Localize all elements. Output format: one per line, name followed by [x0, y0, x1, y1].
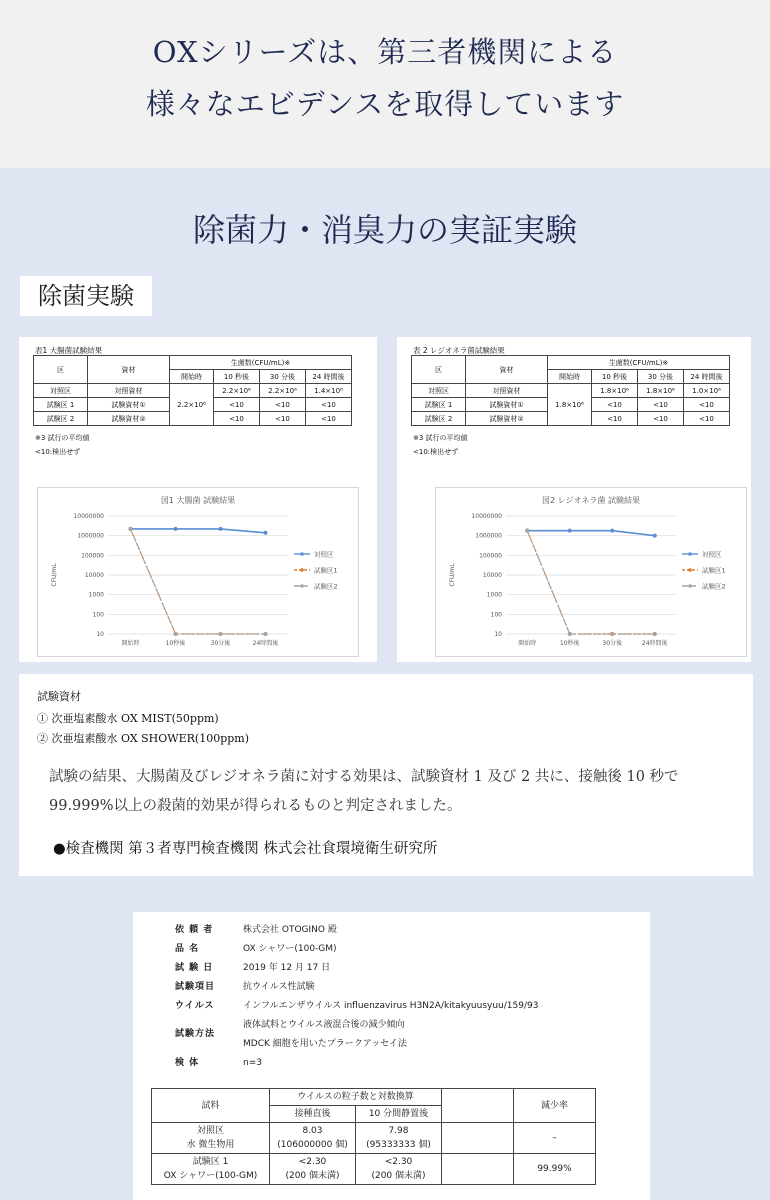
note-not-detected: <10:検出せず	[35, 448, 81, 456]
hero-title	[0, 0, 770, 130]
field-value: インフルエンザウイルス influenzavirus H3N2A/kitakyuusyuu/159/93	[243, 1001, 539, 1011]
cell-t30: 1.8×10⁶	[638, 384, 684, 398]
table-row	[34, 384, 352, 398]
legend-label: 試験区2	[702, 582, 726, 591]
y-tick-label: 100	[490, 611, 502, 619]
chart-1	[38, 488, 358, 656]
field-value: 株式会社 OTOGINO 殿	[243, 925, 337, 935]
legend-label: 試験区2	[314, 582, 338, 591]
cell-immediate	[270, 1154, 356, 1185]
cell-line: OX シャワー(100-GM)	[163, 1171, 258, 1181]
doc-field-method-key	[175, 1026, 243, 1039]
cell-sample	[152, 1123, 270, 1154]
table2	[411, 355, 730, 426]
chart-2	[436, 488, 746, 656]
cell-t24: <10	[306, 412, 352, 426]
cell-line: 水 微生物用	[186, 1140, 235, 1150]
th-count: 生菌数(CFU/mL)※	[170, 356, 352, 370]
cell-line: (106000000 個)	[277, 1140, 348, 1150]
cell-zone: 試験区 1	[412, 398, 466, 412]
table-row	[152, 1123, 596, 1154]
cell-empty	[442, 1154, 514, 1185]
hero-line-1: OXシリーズは、第三者機関による	[152, 35, 618, 69]
cell-t10: 2.2×10⁶	[214, 384, 260, 398]
cell-start: 1.8×10⁶	[548, 384, 592, 426]
cell-zone: 試験区 2	[412, 412, 466, 426]
series-line	[527, 531, 655, 536]
data-point	[264, 531, 268, 535]
y-tick-label: 10000000	[471, 513, 502, 520]
cell-t30: <10	[260, 412, 306, 426]
th-zone: 区	[412, 356, 466, 384]
data-point	[653, 534, 657, 538]
field-key: 依 頼 者	[175, 925, 214, 935]
chart-1-frame	[37, 487, 359, 657]
legend-marker	[300, 552, 304, 556]
cell-immediate	[270, 1123, 356, 1154]
th-t30: 30 分後	[638, 370, 684, 384]
doc-field-client	[175, 922, 337, 935]
x-tick-label: 24時間後	[641, 640, 668, 647]
table1	[33, 355, 352, 426]
th-immediate: 接種直後	[270, 1106, 356, 1123]
series-line	[527, 531, 655, 634]
data-point	[568, 632, 572, 636]
field-key: ウイルス	[175, 1001, 215, 1011]
series-line	[131, 529, 266, 533]
field-key: 検 体	[175, 1058, 200, 1068]
y-tick-label: 100000	[479, 552, 502, 560]
material-2: ② 次亜塩素酸水 OX SHOWER(100ppm)	[37, 732, 250, 745]
th-t30: 30 分後	[260, 370, 306, 384]
note-average: ※3 試行の平均値	[413, 434, 468, 442]
cell-empty	[442, 1123, 514, 1154]
material-1: ① 次亜塩素酸水 OX MIST(50ppm)	[37, 712, 219, 725]
series-line	[131, 529, 266, 634]
data-point	[129, 527, 133, 531]
cell-t24: 1.4×10⁶	[306, 384, 352, 398]
x-tick-label: 10秒後	[559, 640, 580, 647]
x-tick-label: 開始時	[518, 640, 537, 647]
y-tick-label: 1000	[486, 591, 502, 599]
cell-start: 2.2×10⁶	[170, 384, 214, 426]
data-point	[174, 632, 178, 636]
cell-line: <2.30	[384, 1157, 413, 1167]
th-material: 資材	[88, 356, 170, 384]
cell-t24: 1.0×10⁶	[684, 384, 730, 398]
virus-test-document	[133, 912, 650, 1200]
cell-t10: <10	[592, 398, 638, 412]
legend-marker	[300, 568, 304, 572]
th-t24: 24 時間後	[306, 370, 352, 384]
cell-line: (200 個未満)	[371, 1171, 426, 1181]
cell-zone: 試験区 1	[34, 398, 88, 412]
table-row	[152, 1154, 596, 1185]
field-value: 抗ウイルス性試験	[243, 982, 315, 992]
y-tick-label: 100	[92, 611, 104, 619]
cell-t30: 2.2×10⁶	[260, 384, 306, 398]
result-panel	[19, 674, 753, 876]
cell-reduction: –	[514, 1123, 596, 1154]
y-tick-label: 1000000	[77, 532, 104, 540]
y-axis-label: CFU/mL	[51, 563, 58, 587]
y-axis-label: CFU/mL	[449, 563, 456, 587]
doc-method-line-2: MDCK 細胞を用いたプラークアッセイ法	[243, 1039, 407, 1049]
doc-field-item	[175, 979, 314, 992]
y-tick-label: 10000	[482, 572, 502, 579]
cell-zone: 対照区	[34, 384, 88, 398]
y-tick-label: 1000000	[475, 532, 502, 540]
legend-marker	[688, 552, 692, 556]
field-key: 試 験 日	[175, 963, 214, 973]
y-tick-label: 10000000	[73, 513, 104, 520]
cell-line: 7.98	[388, 1126, 409, 1136]
data-point	[219, 632, 223, 636]
cell-material: 対照資材	[88, 384, 170, 398]
cell-line: 対照区	[196, 1126, 224, 1136]
series-line	[131, 529, 266, 634]
cell-t24: <10	[306, 398, 352, 412]
y-tick-label: 10000	[84, 572, 104, 579]
legionella-panel	[397, 337, 751, 662]
chart-2-frame	[435, 487, 747, 657]
doc-method-line-1: 液体試料とウイルス液混合後の減少傾向	[243, 1020, 405, 1030]
doc-field-virus	[175, 998, 538, 1011]
th-start: 開始時	[548, 370, 592, 384]
chart-title: 図2 レジオネラ菌 試験結果	[542, 496, 640, 505]
th-empty	[442, 1089, 514, 1123]
cell-line: 試験区 1	[192, 1157, 229, 1167]
note-average: ※3 試行の平均値	[35, 434, 90, 442]
cell-line: 8.03	[302, 1126, 323, 1136]
data-point	[610, 632, 614, 636]
th-t24: 24 時間後	[684, 370, 730, 384]
doc-field-specimen	[175, 1055, 262, 1068]
legend-marker	[688, 584, 692, 588]
doc-field-date	[175, 960, 330, 973]
cell-material: 試験資材①	[466, 398, 548, 412]
section-title: 除菌力・消臭力の実証実験	[192, 211, 577, 249]
legend-label: 試験区1	[314, 566, 338, 575]
doc-field-product	[175, 941, 337, 954]
x-tick-label: 10秒後	[165, 640, 186, 647]
cell-sample	[152, 1154, 270, 1185]
lab-text: ●検査機関 第３者専門検査機関 株式会社食環境衛生研究所	[53, 841, 438, 857]
cell-material: 試験資材②	[88, 412, 170, 426]
table-row	[412, 384, 730, 398]
cell-t30: <10	[638, 412, 684, 426]
cell-t24: <10	[684, 398, 730, 412]
field-key: 試験項目	[175, 982, 216, 992]
th-reduction: 減少率	[514, 1089, 596, 1123]
field-value: OX シャワー(100-GM)	[243, 944, 337, 954]
data-point	[264, 632, 268, 636]
cell-material: 試験資材①	[88, 398, 170, 412]
result-text: 試験の結果、大腸菌及びレジオネラ菌に対する効果は、試験資材 1 及び 2 共に、接触後 10 秒で 99.999%以上の殺菌的効果が得られるものと判定されました。	[49, 769, 679, 814]
cell-static	[356, 1154, 442, 1185]
subsection-tag: 除菌実験	[20, 276, 152, 316]
th-count: 生菌数(CFU/mL)※	[548, 356, 730, 370]
cell-t10: <10	[214, 398, 260, 412]
x-tick-label: 30分後	[210, 640, 231, 647]
cell-line: (200 個未満)	[285, 1171, 340, 1181]
cell-static	[356, 1123, 442, 1154]
th-static: 10 分間静置後	[356, 1106, 442, 1123]
legend-label: 試験区1	[702, 566, 726, 575]
th-t10: 10 秒後	[592, 370, 638, 384]
y-tick-label: 1000	[88, 591, 104, 599]
ecoli-panel	[19, 337, 377, 662]
th-material: 資材	[466, 356, 548, 384]
th-sample: 試料	[152, 1089, 270, 1123]
y-tick-label: 10	[494, 631, 502, 638]
cell-material: 対照資材	[466, 384, 548, 398]
legend-marker	[300, 584, 304, 588]
field-key: 品 名	[175, 944, 200, 954]
cell-t24: <10	[684, 412, 730, 426]
y-tick-label: 100000	[81, 552, 104, 560]
data-point	[610, 529, 614, 533]
cell-t30: <10	[638, 398, 684, 412]
data-point	[568, 529, 572, 533]
cell-line: (95333333 個)	[366, 1140, 431, 1150]
cell-material: 試験資材②	[466, 412, 548, 426]
x-tick-label: 30分後	[602, 640, 623, 647]
series-line	[527, 531, 655, 634]
cell-t10: <10	[214, 412, 260, 426]
materials-label: 試験資材	[37, 690, 81, 703]
legend-marker	[688, 568, 692, 572]
data-point	[174, 527, 178, 531]
th-start: 開始時	[170, 370, 214, 384]
y-tick-label: 10	[96, 631, 104, 638]
cell-zone: 試験区 2	[34, 412, 88, 426]
cell-line: <2.30	[298, 1157, 327, 1167]
cell-reduction: 99.99%	[514, 1154, 596, 1185]
data-point	[525, 529, 529, 533]
cell-t30: <10	[260, 398, 306, 412]
hero-line-2: 様々なエビデンスを取得しています	[145, 87, 625, 121]
note-not-detected: <10:検出せず	[413, 448, 459, 456]
x-tick-label: 開始時	[121, 640, 140, 647]
table1-title: 表1 大腸菌試験結果	[35, 346, 103, 355]
cell-zone: 対照区	[412, 384, 466, 398]
field-value: n=3	[243, 1058, 262, 1068]
chart-title: 図1 大腸菌 試験結果	[160, 496, 236, 505]
cell-t10: 1.8×10⁶	[592, 384, 638, 398]
field-key: 試験方法	[175, 1029, 216, 1039]
hero-banner	[0, 0, 770, 168]
data-point	[219, 527, 223, 531]
x-tick-label: 24時間後	[252, 640, 279, 647]
virus-table	[151, 1088, 596, 1185]
legend-label: 対照区	[314, 550, 334, 559]
th-group: ウイルスの粒子数と対数換算	[270, 1089, 442, 1106]
th-zone: 区	[34, 356, 88, 384]
legend-label: 対照区	[702, 550, 722, 559]
cell-t10: <10	[592, 412, 638, 426]
data-point	[653, 632, 657, 636]
th-t10: 10 秒後	[214, 370, 260, 384]
field-value: 2019 年 12 月 17 日	[243, 963, 331, 973]
table2-title: 表 2 レジオネラ菌試験結果	[413, 346, 505, 355]
